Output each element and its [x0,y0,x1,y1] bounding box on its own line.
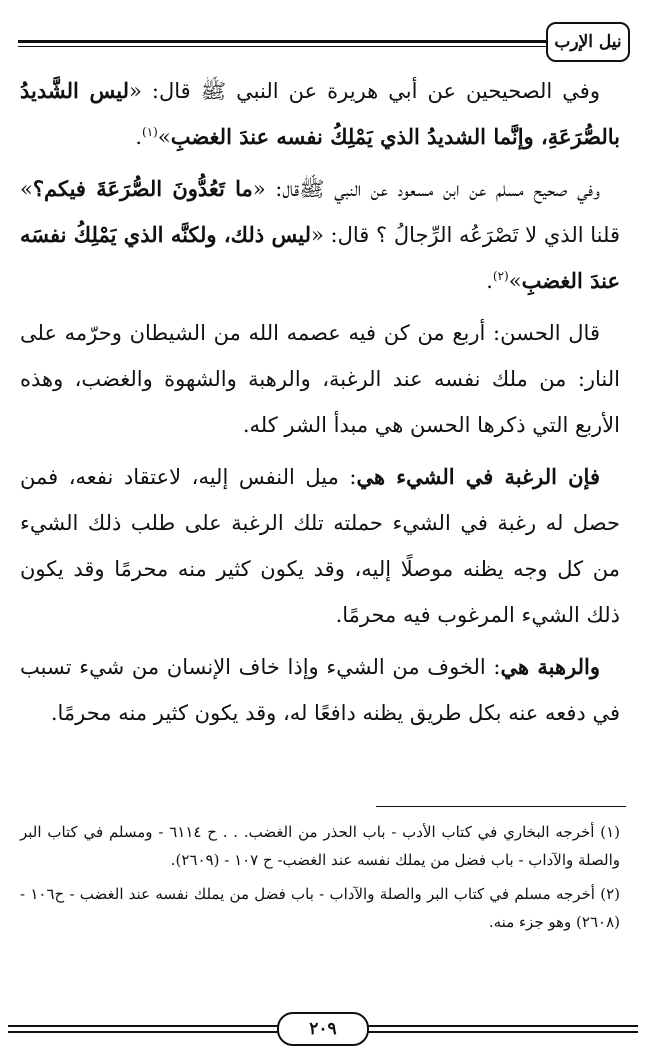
paragraph-3: قال الحسن: أربع من كن فيه عصمه الله من الشيطان وحرّمه على النار: من ملك نفسه عند الرغبة، والرهبة والشهوة والغضب، وهذه الأربع التي ذكرها الحسن هي مبدأ الشر كله. [20,321,620,437]
hadith-quote-2a: ما تَعُدُّونَ الصُّرَعَةَ فيكم؟ [32,176,253,201]
footnote-2: (٢) أخرجه مسلم في كتاب البر والصلة والآداب - باب فضل من يملك نفسه عند الغضب - ح١٠٦ - (٢٦٠٨) وهو جزء منه. [20,885,621,931]
book-title: نيل الإرب [546,22,630,62]
paragraph-4 [20,454,620,638]
paragraph-5 [20,644,620,736]
paragraph-2-mid: » قلنا الذي لا تَصْرَعُه الرِّجالُ ؟ قال: « [20,177,620,247]
paragraph-2-tail: . [486,269,493,293]
footnote-ref-2: (٢) [492,269,509,283]
main-text [20,68,620,742]
paragraph-1-tail: . [135,125,143,149]
page-header [18,22,630,62]
paragraph-1 [20,68,620,160]
quote-close-1: » [157,125,171,149]
page-number: ٢٠٩ [277,1012,369,1046]
footnotes [20,818,620,942]
paragraph-4-lead: فإن الرغبة في الشيء هي [356,464,600,489]
page-footer [8,1012,638,1048]
footnote-separator [376,806,626,807]
header-rule [18,40,546,47]
paragraph-5-text: : الخوف من الشيء وإذا خاف الإنسان من شيء تسبب في دفعه عنه بكل طريق يظنه دافعًا له، وقد يكون كثير منه محرمًا. [20,655,620,725]
footnote-1: (١) أخرجه البخاري في كتاب الأدب - باب الحذر من الغضب. . . ح ٦١١٤ - ومسلم في كتاب البر والصلة والآداب - باب فضل من يملك نفسه عند الغضب- ح ١٠٧ - (٢٦٠٩). [20,823,620,869]
paragraph-2-intro: وفي صحيح مسلم عن ابن مسعود عن النبي ﷺقال: « [252,177,600,201]
paragraph-5-lead: والرهبة هي [500,654,600,679]
quote-close-2: » [508,269,522,293]
paragraph-1-intro: وفي الصحيحين عن أبي هريرة عن النبي ﷺ قال: « [129,79,600,103]
paragraph-2 [20,166,620,304]
paragraph-4-text: : ميل النفس إليه، لاعتقاد نفعه، فمن حصل له رغبة في الشيء حملته تلك الرغبة على طلب ذلك الشيء من كل وجه يظنه موصلًا إليه، وقد يكون كثير منه محرمًا وقد يكون ذلك الشيء المرغوب فيه محرمًا. [20,465,620,627]
hadith-quote-1: ليس الشَّديدُ بالصُّرَعَةِ، وإنَّما الشديدُ الذي يَمْلِكُ نفسه عندَ الغضبِ [20,78,620,149]
hadith-quote-2b: ليس ذلك، ولكنَّه الذي يَمْلِكُ نفسَه عندَ الغضبِ [20,222,620,293]
footnote-ref-1: (١) [142,125,158,139]
